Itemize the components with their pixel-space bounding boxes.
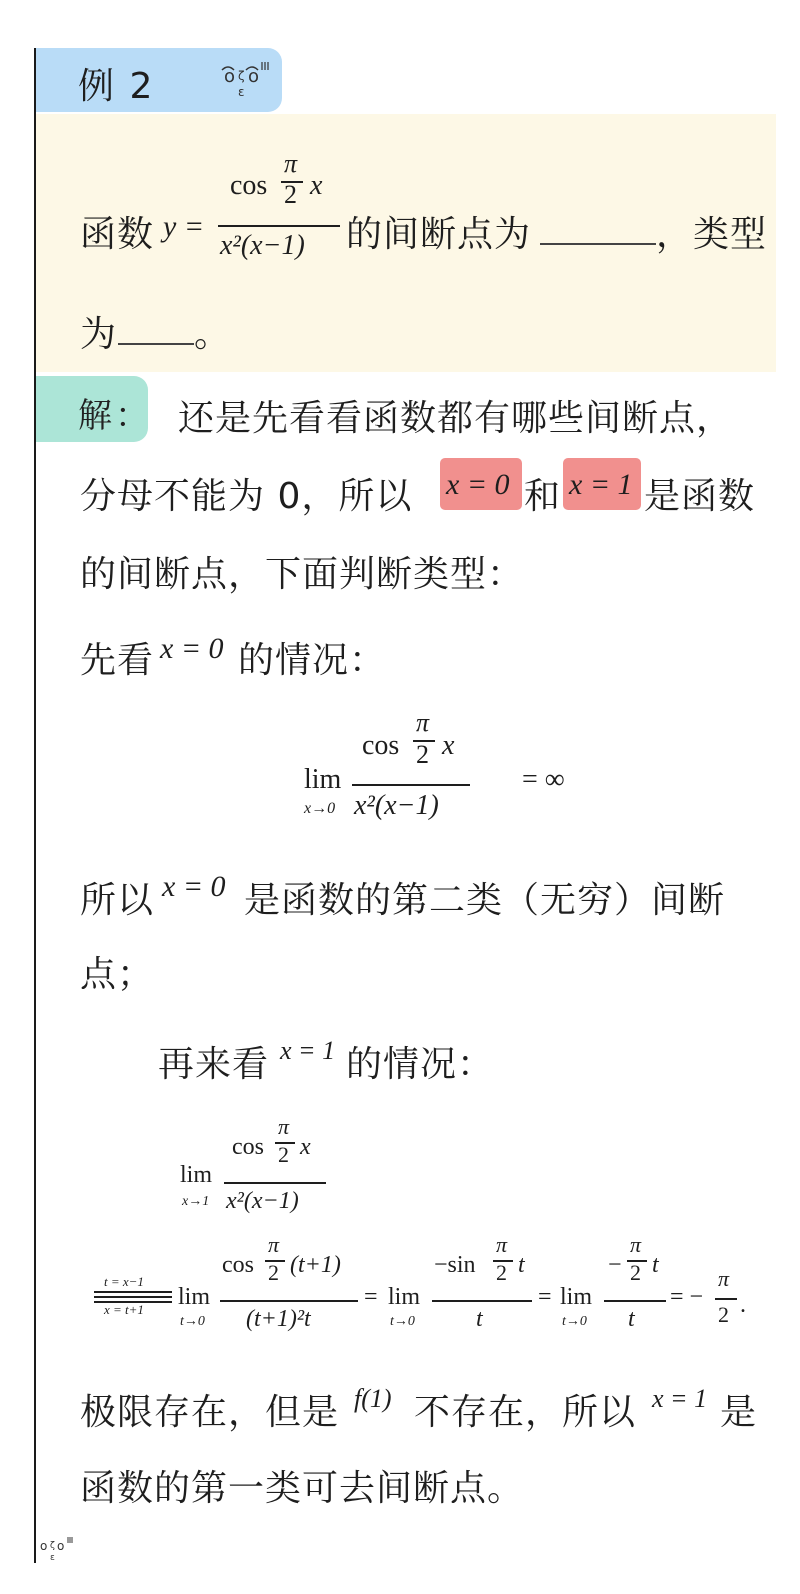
lim2-den: x²(x−1) [226,1188,299,1214]
question-line2: 为 [80,314,118,355]
lim5-num-minus: − [608,1252,622,1278]
solution-line2-a: 分母不能为 0，所以 [80,476,413,517]
lim3-frac-bar [220,1300,358,1302]
question-prefix: 函数 [80,214,155,255]
subst-bot: x = t+1 [104,1302,144,1317]
q-num-cos: cos [230,170,268,201]
lim4-num-two: 2 [496,1260,507,1285]
svg-text:o: o [57,1539,65,1553]
lim2-num-pi: π [278,1114,290,1139]
emoticon-icon [218,58,272,109]
lim5-sub: t→0 [562,1314,587,1329]
solution-tab [36,376,152,442]
solution-line8-math: f(1) [354,1384,392,1413]
lim5: lim [560,1284,593,1310]
lim4-num-sin: −sin [434,1252,476,1278]
solution-line4-b: 的情况： [238,640,387,681]
final-period: . [740,1292,746,1318]
solution-line5-a: 所以 [80,880,155,921]
q-num-x: x [310,170,323,201]
solution-line7-b: 的情况： [346,1044,495,1085]
lim1-result: = ∞ [522,764,565,795]
question-suffix: 的间断点为 [346,214,532,255]
solution-line4-math: x = 0 [160,632,224,665]
svg-text:ζ: ζ [238,69,245,83]
lim2-num-x: x [300,1134,311,1160]
lim5-num-t: t [652,1252,659,1278]
lim3-den: (t+1)²t [246,1306,311,1332]
solution-line6: 点； [80,954,155,995]
question-end: ，类型 [656,214,768,255]
emoticon-small-icon [38,1534,74,1569]
highlight-x0-text: x = 0 [446,468,510,501]
final-eq: = − [670,1284,704,1310]
svg-text:o: o [248,66,260,87]
solution-line4-a: 先看 [80,640,155,681]
subst-bar2 [94,1296,172,1298]
answer-blank-1[interactable] [540,243,656,245]
lim1-num-x: x [442,730,455,761]
solution-line9: 函数的第一类可去间断点。 [80,1468,525,1509]
svg-text:o: o [224,66,236,87]
lim1-num-two: 2 [416,740,429,769]
question-y-eq: y = [163,210,205,243]
lim2: lim [180,1162,213,1188]
question-line2-end: 。 [194,314,232,355]
solution-line5-b: 是函数的第二类（无穷）间断 [244,880,726,921]
lim3-num-tail: (t+1) [290,1252,341,1278]
solution-line2-c: 是函数 [644,476,756,517]
svg-text:ζ: ζ [50,1541,55,1551]
solution-line2-b: 和 [524,476,562,517]
lim3-num-two: 2 [268,1260,279,1285]
lim1-num-pi: π [416,708,430,737]
lim3-num-cos: cos [222,1252,254,1278]
lim1-den: x²(x−1) [354,790,439,821]
q-num-two: 2 [284,180,297,209]
lim4-sub: t→0 [390,1314,415,1329]
subst-bar1 [94,1291,172,1293]
final-bar [715,1298,737,1300]
lim2-sub: x→1 [182,1194,210,1209]
lim4: lim [388,1284,421,1310]
lim5-num-two: 2 [630,1260,641,1285]
eq-2: = [538,1284,552,1310]
solution-line1: 还是先看看函数都有哪些间断点， [178,398,734,439]
lim1: lim [304,764,342,795]
subst-top: t = x−1 [104,1274,144,1289]
lim5-frac-bar [604,1300,666,1302]
highlight-x1-text: x = 1 [569,468,633,501]
solution-line7-math: x = 1 [280,1036,336,1065]
svg-text:o: o [40,1539,48,1553]
solution-line8-math2: x = 1 [652,1384,708,1413]
lim4-frac-bar [432,1300,532,1302]
lim5-num-pi: π [630,1232,642,1257]
lim2-frac-bar [224,1182,326,1184]
lim3-num-pi: π [268,1232,280,1257]
solution-label: 解： [78,396,152,436]
lim3-sub: t→0 [180,1314,205,1329]
q-den: x²(x−1) [220,230,305,261]
example-label: 例 2 [78,66,155,107]
solution-line3: 的间断点，下面判断类型： [80,554,525,595]
lim4-num-pi: π [496,1232,508,1257]
lim3: lim [178,1284,211,1310]
solution-line7-a: 再来看 [158,1044,270,1085]
q-num-pi: π [284,149,298,178]
lim1-sub: x→0 [304,800,336,817]
final-two: 2 [718,1302,729,1327]
lim1-num-cos: cos [362,730,400,761]
svg-text:ε: ε [238,85,245,99]
solution-line8-a: 极限存在，但是 [80,1392,340,1433]
lim4-den: t [476,1306,483,1332]
solution-line8-c: 是 [720,1392,758,1433]
eq-1: = [364,1284,378,1310]
solution-line5-math: x = 0 [162,870,226,903]
q-frac-bar [218,225,340,227]
final-pi: π [718,1266,730,1291]
solution-line8-b: 不存在，所以 [414,1392,637,1433]
lim2-num-two: 2 [278,1142,289,1167]
lim2-num-cos: cos [232,1134,264,1160]
lim5-den: t [628,1306,635,1332]
lim1-frac-bar [352,784,470,786]
svg-text:ε: ε [50,1553,55,1563]
answer-blank-2[interactable] [118,343,194,345]
lim4-num-t: t [518,1252,525,1278]
